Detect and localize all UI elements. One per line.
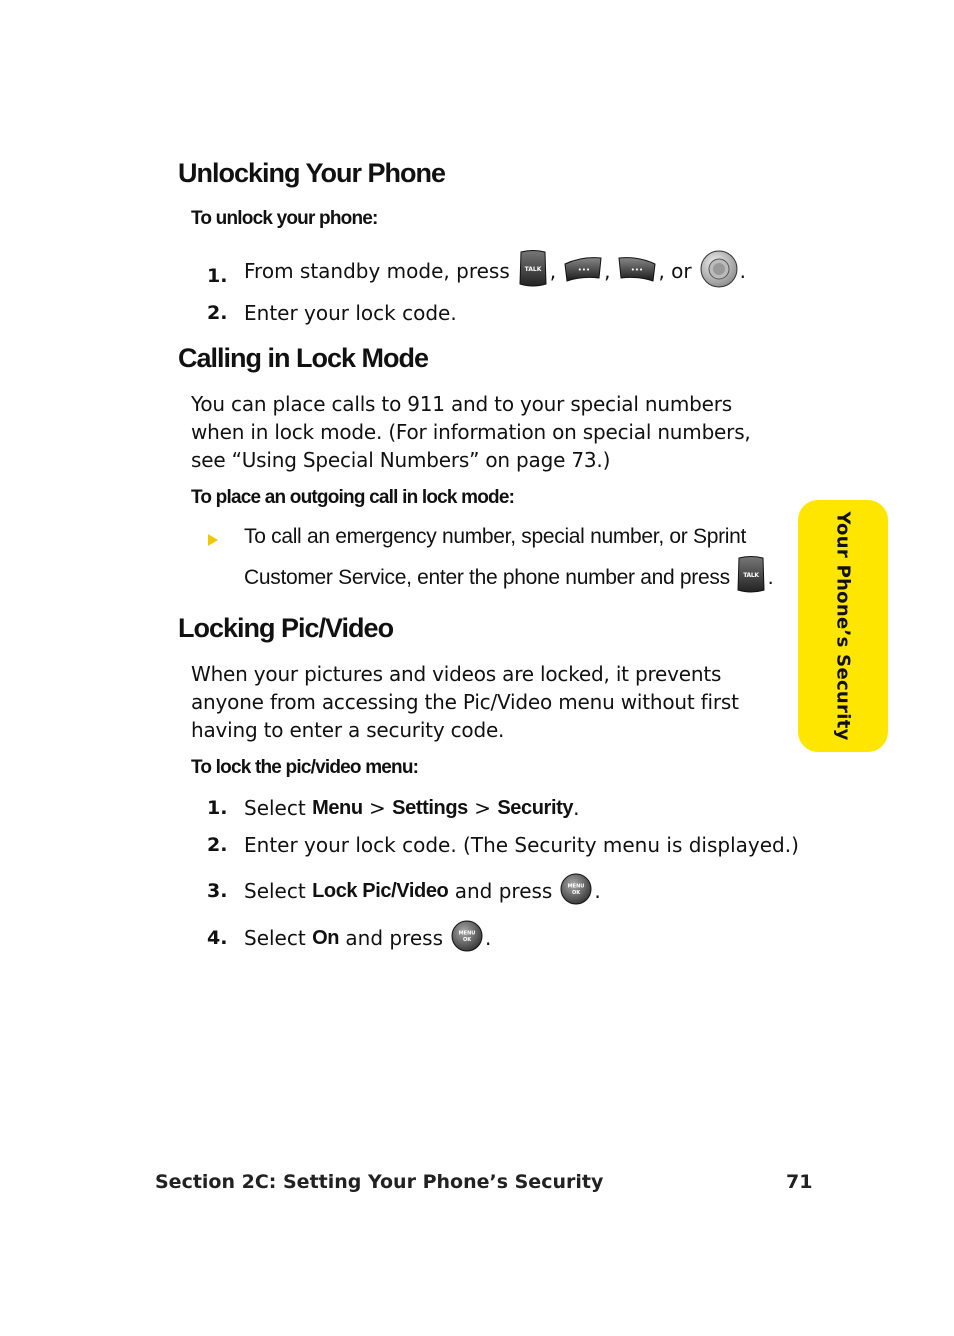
- step-number: 1.: [207, 797, 228, 819]
- step-number: 4.: [207, 927, 228, 949]
- talk-key-label: TALK: [743, 572, 759, 579]
- menu-ok-key-icon: [451, 920, 483, 957]
- on-label: On: [312, 926, 340, 949]
- softkey-dots: •••: [631, 265, 644, 274]
- comma: ,: [604, 259, 611, 283]
- unlock-subheading: To unlock your phone:: [191, 208, 378, 229]
- lock-step-3: [244, 873, 601, 909]
- right-softkey-icon: [618, 256, 656, 287]
- talk-key-icon: [736, 556, 766, 600]
- period: .: [767, 566, 774, 589]
- navigation-key-icon: [700, 250, 738, 293]
- period: .: [485, 926, 492, 950]
- separator: >: [362, 796, 393, 820]
- unlock-step-1: [244, 251, 746, 291]
- separator: >: [467, 796, 498, 820]
- or-text: , or: [658, 259, 692, 283]
- step-text: Select: [244, 926, 313, 950]
- step-text: and press: [448, 879, 553, 903]
- step-number: 2.: [207, 834, 228, 856]
- bullet-line-2: [244, 558, 773, 598]
- calling-lock-mode-heading: Calling in Lock Mode: [178, 343, 429, 373]
- unlocking-heading: Unlocking Your Phone: [178, 158, 446, 188]
- step-number: 3.: [207, 880, 228, 902]
- period: .: [573, 796, 580, 820]
- left-softkey-icon: [564, 256, 602, 287]
- step-text: Select: [244, 796, 313, 820]
- lock-step-2: Enter your lock code. (The Security menu is displayed.): [244, 833, 799, 857]
- side-tab-label: Your Phone’s Security: [832, 511, 854, 741]
- locking-pic-video-heading: Locking Pic/Video: [178, 613, 394, 643]
- step-text: From standby mode, press: [244, 259, 510, 283]
- section-side-tab: [798, 500, 888, 752]
- locking-pic-video-paragraph: When your pictures and videos are locked, it prevents anyone from accessing the Pic/Video menu without first having to enter a security code.: [191, 662, 739, 742]
- menu-ok-bottom-label: OK: [462, 936, 472, 943]
- outgoing-call-subheading: To place an outgoing call in lock mode:: [191, 487, 515, 508]
- page-number: 71: [786, 1171, 813, 1193]
- triangle-bullet-icon: [207, 533, 219, 552]
- bullet-text: Customer Service, enter the phone number and press: [244, 566, 730, 589]
- footer-section-title: Section 2C: Setting Your Phone’s Security: [155, 1171, 604, 1193]
- lock-pic-video-label: Lock Pic/Video: [312, 879, 449, 902]
- step-number: 1.: [207, 265, 228, 287]
- menu-ok-key-icon: [560, 873, 592, 910]
- unlock-step-2: Enter your lock code.: [244, 301, 457, 325]
- settings-label: Settings: [392, 796, 468, 819]
- step-number: 2.: [207, 302, 228, 324]
- lock-step-1: [244, 794, 579, 822]
- lock-step-4: [244, 920, 491, 956]
- calling-lock-mode-paragraph: You can place calls to 911 and to your special numbers when in lock mode. (For information on special numbers, see “Using Special Numbers” on page 73.): [191, 392, 751, 472]
- menu-ok-top-label: MENU: [458, 930, 476, 936]
- talk-key-icon: [518, 250, 548, 293]
- menu-ok-bottom-label: OK: [572, 889, 581, 896]
- talk-key-label: TALK: [524, 265, 542, 273]
- menu-label: Menu: [312, 796, 363, 819]
- bullet-line-1: To call an emergency number, special number, or Sprint: [244, 525, 747, 548]
- step-text: and press: [339, 926, 444, 950]
- period: .: [594, 879, 601, 903]
- security-label: Security: [497, 796, 574, 819]
- step-text: Select: [244, 879, 313, 903]
- comma: ,: [549, 259, 557, 283]
- softkey-dots: •••: [577, 265, 591, 274]
- period: .: [739, 259, 747, 283]
- lock-pic-video-subheading: To lock the pic/video menu:: [191, 757, 419, 778]
- menu-ok-top-label: MENU: [568, 883, 585, 889]
